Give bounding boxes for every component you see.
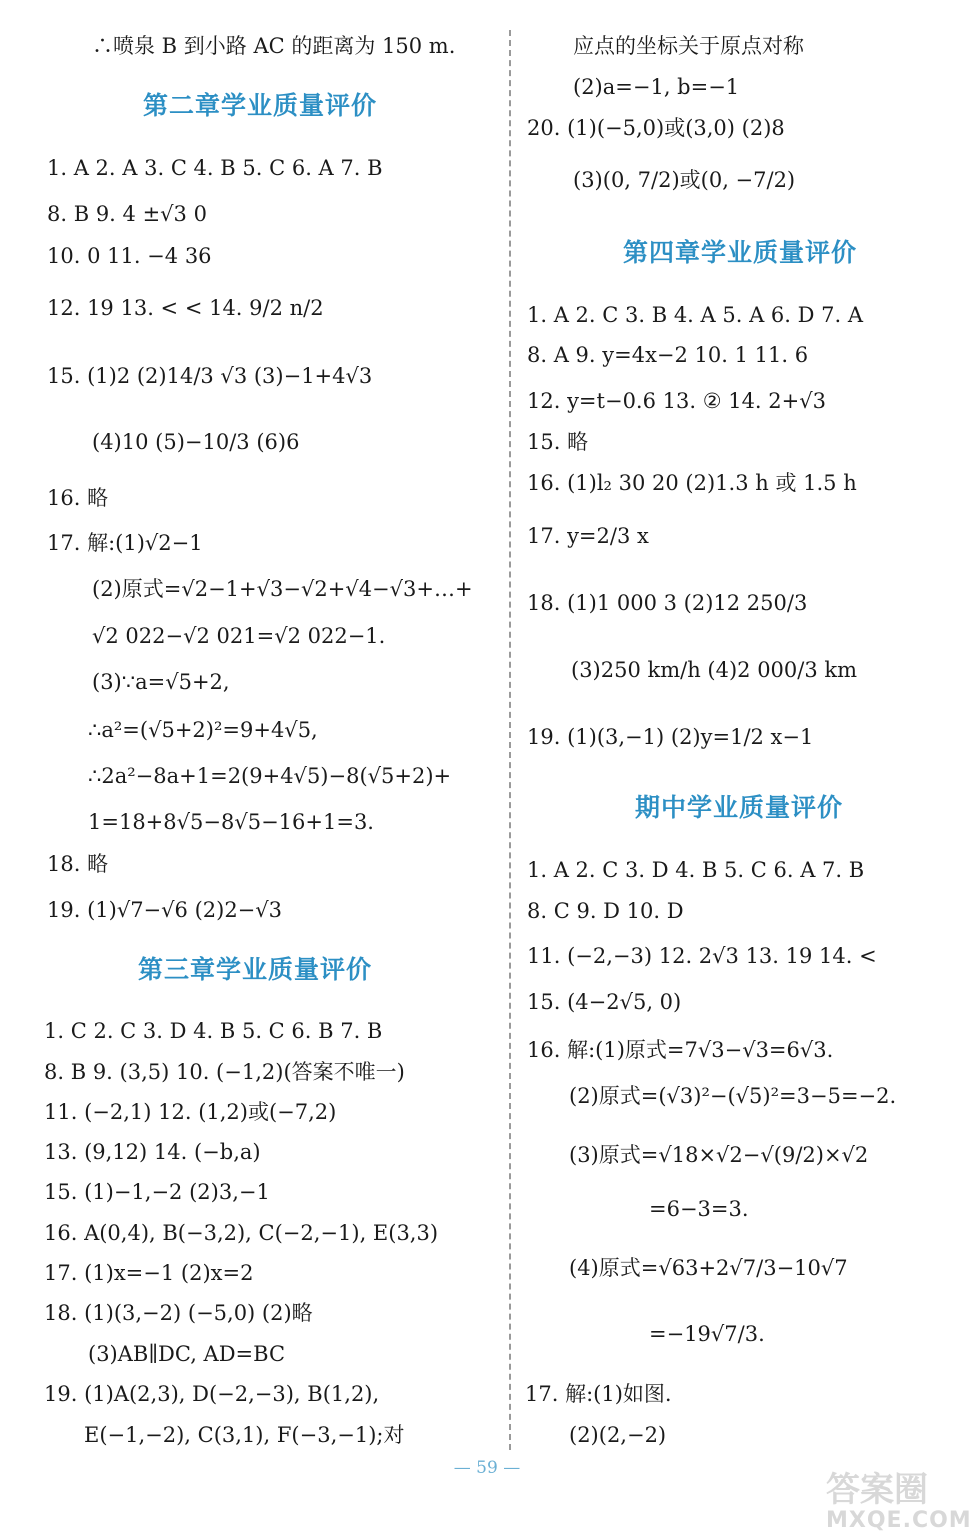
answer-line: (3)原式=√18×√2−√(9/2)×√2 [569, 1143, 869, 1167]
answer-line: (3)250 km/h (4)2 000/3 km [571, 658, 858, 682]
answer-line: 1. A 2. C 3. D 4. B 5. C 6. A 7. B [527, 858, 865, 882]
answer-line: 16. 解:(1)原式=7√3−√3=6√3. [527, 1038, 834, 1062]
answer-line: 12. y=t−0.6 13. ② 14. 2+√3 [527, 389, 826, 413]
answer-line: 19. (1)√7−√6 (2)2−√3 [47, 898, 283, 922]
answer-line: 20. (1)(−5,0)或(3,0) (2)8 [527, 116, 785, 140]
answer-line: 8. B 9. (3,5) 10. (−1,2)(答案不唯一) [44, 1060, 405, 1084]
answer-line: (2)原式=(√3)²−(√5)²=3−5=−2. [569, 1084, 897, 1108]
intro-line: ∴喷泉 B 到小路 AC 的距离为 150 m. [92, 34, 456, 58]
answer-line: (3)AB∥DC, AD=BC [88, 1342, 286, 1366]
answer-line: ∴2a²−8a+1=2(9+4√5)−8(√5+2)+ [88, 764, 452, 788]
answer-line: 16. (1)l₂ 30 20 (2)1.3 h 或 1.5 h [527, 471, 857, 495]
answer-line: (2)(2,−2) [569, 1423, 667, 1447]
answer-line: 17. 解:(1)√2−1 [47, 531, 203, 555]
answer-line: (4)10 (5)−10/3 (6)6 [92, 430, 300, 454]
answer-line: 18. (1)1 000 3 (2)12 250/3 [527, 591, 808, 615]
chapter4-title: 第四章学业质量评价 [623, 238, 858, 267]
answer-line: (2)原式=√2−1+√3−√2+√4−√3+…+ [92, 577, 473, 601]
answer-line: 13. (9,12) 14. (−b,a) [44, 1140, 261, 1164]
answer-line: 1. A 2. A 3. C 4. B 5. C 6. A 7. B [47, 156, 383, 180]
answer-line: (4)原式=√63+2√7/3−10√7 [569, 1256, 848, 1280]
chapter3-title: 第三章学业质量评价 [138, 955, 373, 984]
answer-line: 15. (4−2√5, 0) [527, 990, 682, 1014]
answer-line: 1. A 2. C 3. B 4. A 5. A 6. D 7. A [527, 303, 864, 327]
answer-line: =−19√7/3. [649, 1322, 765, 1346]
page-number: — 59 — [453, 1458, 521, 1478]
answer-line: 19. (1)A(2,3), D(−2,−3), B(1,2), [44, 1382, 380, 1406]
answer-line: 18. 略 [47, 852, 109, 876]
answer-line: 19. (1)(3,−1) (2)y=1/2 x−1 [527, 725, 814, 749]
answer-line: 15. (1)2 (2)14/3 √3 (3)−1+4√3 [47, 364, 373, 388]
answer-line: 8. C 9. D 10. D [527, 899, 684, 923]
column-divider [509, 30, 511, 1450]
answer-line: 1=18+8√5−8√5−16+1=3. [88, 810, 374, 834]
answer-line: 16. A(0,4), B(−3,2), C(−2,−1), E(3,3) [44, 1221, 439, 1245]
answer-line: 17. (1)x=−1 (2)x=2 [44, 1261, 254, 1285]
answer-line: 10. 0 11. −4 36 [47, 244, 212, 268]
answer-line: 应点的坐标关于原点对称 [573, 34, 804, 58]
answer-line: 15. 略 [527, 430, 589, 454]
answer-line: (3)(0, 7/2)或(0, −7/2) [573, 168, 796, 192]
answer-line: 8. B 9. 4 ±√3 0 [47, 202, 207, 226]
answer-line: E(−1,−2), C(3,1), F(−3,−1);对 [84, 1423, 405, 1447]
answer-line: 11. (−2,1) 12. (1,2)或(−7,2) [44, 1100, 337, 1124]
answer-line: 15. (1)−1,−2 (2)3,−1 [44, 1180, 270, 1204]
chapter2-title: 第二章学业质量评价 [143, 91, 378, 120]
answer-line: =6−3=3. [649, 1197, 749, 1221]
answer-line: 17. 解:(1)如图. [525, 1382, 672, 1406]
answer-line: 16. 略 [47, 486, 109, 510]
answer-line: 8. A 9. y=4x−2 10. 1 11. 6 [527, 343, 809, 367]
answer-line: √2 022−√2 021=√2 022−1. [92, 624, 386, 648]
answer-line: (3)∵a=√5+2, [92, 670, 230, 694]
answer-line: 1. C 2. C 3. D 4. B 5. C 6. B 7. B [44, 1019, 383, 1043]
watermark-title: 答案圈 [826, 1470, 928, 1510]
midterm-title: 期中学业质量评价 [635, 793, 844, 822]
answer-line: ∴a²=(√5+2)²=9+4√5, [88, 718, 318, 742]
answer-line: (2)a=−1, b=−1 [573, 75, 740, 99]
answer-line: 12. 19 13. < < 14. 9/2 n/2 [47, 296, 324, 320]
answer-line: 18. (1)(3,−2) (−5,0) (2)略 [44, 1301, 313, 1325]
answer-line: 17. y=2/3 x [527, 524, 649, 548]
watermark-domain: MXQE.COM [826, 1508, 972, 1533]
watermark-logo [826, 1470, 972, 1534]
answer-line: 11. (−2,−3) 12. 2√3 13. 19 14. < [527, 944, 877, 968]
